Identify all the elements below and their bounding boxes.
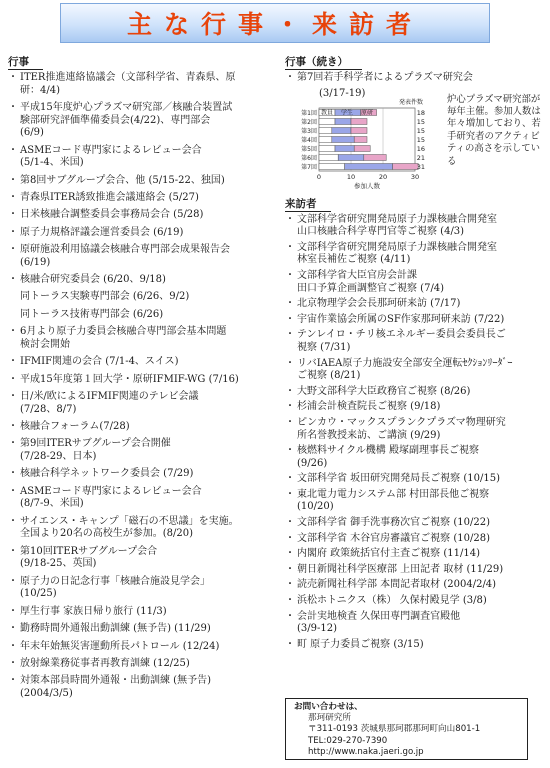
chart-category-label: 第5回 — [301, 145, 317, 153]
chart-total-label: 21 — [416, 153, 425, 162]
visitors-heading: 来訪者 — [285, 198, 331, 212]
list-item: ・ 原研施設利用協議会核融合専門部会成果報告会 (6/19) — [8, 244, 280, 269]
list-item: 同トーラス実験専門部会 (6/26、9/2) — [20, 291, 190, 303]
contact-lead: お問い合わせは、 — [294, 702, 363, 712]
chart-category-label: 第1回 — [301, 109, 317, 117]
chart-bar — [332, 127, 351, 133]
chart-total-label: 15 — [416, 117, 425, 126]
list-item: ・ 文部科学省研究開発局原子力課核融合開発室 山口核融合科学専門官等ご視察 (4/3) — [285, 214, 545, 239]
contact-tel: TEL:029-270-7390 — [308, 735, 388, 746]
contact-address: 〒311-0193 茨城県那珂郡那珂町向山801-1 — [308, 724, 481, 735]
list-item: ・ 第7回若手科学者によるプラズマ研究会 — [285, 72, 545, 85]
chart-note: 炉心プラズマ研究部が毎年主催。参加人数は年々増加しており、若手研究者のアクティビティの高さを示している — [447, 93, 541, 167]
chart-bar — [335, 118, 351, 124]
list-item: ・ 文部科学省 木谷官房審議官ご視察 (10/28) — [285, 533, 545, 546]
list-item: ・ 第9回ITERサブグループ会合開催 (7/28-29、日本) — [8, 438, 280, 463]
list-item: ・ 文部科学省研究開発局原子力課核融合開発室 林室長補佐ご視察 (4/11) — [285, 242, 545, 267]
participants-chart-block — [295, 88, 545, 192]
chart-total-label: 31 — [416, 162, 425, 171]
list-item: ・ 第10回ITERサブグループ会合 (9/18-25、英国) — [8, 546, 280, 571]
chart-total-label: 18 — [416, 108, 425, 117]
chart-x-axis-label: 参加人数 — [354, 181, 380, 190]
list-item: ・ ピンカウ・マックスプランクプラズマ物理研究 所名誉教授来訪、ご講演 (9/29) — [285, 417, 545, 442]
chart-bar — [354, 145, 370, 151]
list-item: ・ 平成15年度炉心プラズマ研究部／核融合装置試 験部研究評価準備委員会(4/22)、専門部会 (6/9) — [8, 102, 280, 140]
list-item: ・ 対策本部員時間外通報・出動訓練 (無予告) (2004/3/5) — [8, 675, 280, 700]
list-item: ・ 文部科学省 坂田研究開発局長ご視察 (10/15) — [285, 473, 545, 486]
chart-bar — [364, 154, 386, 160]
list-item: ・ 第8回サブグループ会合、他 (5/15-22、独国) — [8, 175, 280, 188]
chart-category-label: 第4回 — [301, 136, 317, 144]
list-item: ・ テンレイロ・チリ核エネルギー委員会委員長ご 視察 (7/31) — [285, 329, 545, 354]
chart-bar — [393, 163, 419, 169]
events-column — [8, 56, 280, 705]
list-item: ・ 勤務時間外通報出動訓練 (無予告) (11/29) — [8, 623, 280, 636]
list-item: ・ 読売新聞社科学部 本間記者取材 (2004/2/4) — [285, 579, 545, 592]
list-item: ・ 東北電力電力システム部 村田部長他ご視察 (10/20) — [285, 489, 545, 514]
chart-legend-label: 学生 — [341, 109, 354, 117]
list-item: ・ 文部科学省 御手洗事務次官ご視察 (10/22) — [285, 517, 545, 530]
list-item: ・ ITER推進連絡協議会（文部科学省、青森県、原 研：4/4) — [8, 72, 280, 97]
list-item: ・ 町 原子力委員ご視察 (3/15) — [285, 639, 545, 652]
list-item: ・ 朝日新聞社科学医療部 上田記者 取材 (11/29) — [285, 564, 545, 577]
list-item: ・ リバIAEA原子力施設安全部安全運転ｾｸｼｮﾝﾘｰﾀﾞｰ ご視察 (8/21) — [285, 358, 545, 383]
chart-legend-label: 教員 — [321, 109, 334, 117]
list-item: ・ 会計実地検査 久保田専門調査官殿他 (3/9-12) — [285, 611, 545, 636]
list-item: ・ 原子力規格評議会運営委員会 (6/19) — [8, 227, 280, 240]
list-item: 同トーラス技術専門部会 (6/26) — [20, 308, 164, 320]
list-item: ・ ASMEコード専門家によるレビュー会合 (8/7-9、米国) — [8, 486, 280, 511]
chart-category-label: 第7回 — [301, 163, 317, 171]
list-item: ・ 年末年始無災害運動所長パトロール (12/24) — [8, 641, 280, 654]
list-item: ・ 核融合科学ネットワーク委員会 (7/29) — [8, 468, 280, 481]
list-item: ・ 内閣府 政策統括官付主査ご視察 (11/14) — [285, 548, 545, 561]
list-item: ・ 日米核融合調整委員会事務局会合 (5/28) — [8, 209, 280, 222]
list-item: ・ 大野文部科学大臣政務官ご視察 (8/26) — [285, 386, 545, 399]
list-item: ・ 杉浦会計検査院長ご視察 (9/18) — [285, 401, 545, 414]
list-item: ・ 宇宙作業協会所属のSF作家那珂研来訪 (7/22) — [285, 314, 545, 327]
chart-bar — [345, 163, 393, 169]
events-cont-list — [285, 72, 545, 85]
chart-x-tick-label: 10 — [346, 172, 356, 181]
chart-bar — [354, 136, 367, 142]
page-banner — [60, 3, 490, 43]
chart-x-tick-label: 20 — [378, 172, 388, 181]
list-item: ・ IFMIF関連の会合 (7/1-4、スイス) — [8, 356, 280, 369]
participants-bar-chart — [295, 94, 445, 192]
chart-total-label: 16 — [416, 144, 425, 153]
list-item: ・ 放射線業務従事者再教育訓練 (12/25) — [8, 658, 280, 671]
chart-bar — [332, 136, 354, 142]
events-list — [8, 72, 280, 700]
list-item: ・ ASMEコード専門家によるレビュー会合 (5/1-4、米国) — [8, 145, 280, 170]
list-item: ・ 原子力の日記念行事「核融合施設見学会」 (10/25) — [8, 576, 280, 601]
contact-url[interactable]: http://www.naka.jaeri.go.jp — [308, 746, 424, 757]
list-item: ・ 平成15年度第１回大学・原研IFMIF-WG (7/16) — [8, 374, 280, 387]
chart-bar — [338, 154, 364, 160]
chart-total-label: 15 — [416, 135, 425, 144]
chart-x-tick-label: 0 — [316, 172, 322, 181]
list-item: ・ 北京物理学会会長那珂研来訪 (7/17) — [285, 298, 545, 311]
chart-period: (3/17-19) — [319, 87, 366, 99]
list-item: ・ 文部科学省大臣官房会計課 田口予算企画調整官ご視察 (7/4) — [285, 270, 545, 295]
list-item: ・ サイエンス・キャンプ「磁石の不思議」を実施。 全国より20名の高校生が参加。(8/20) — [8, 516, 280, 541]
page-title: 主な行事・来訪者 — [126, 10, 423, 39]
list-item: ・ 6月より原子力委員会核融合専門部会基本問題 検討会開始 — [8, 326, 280, 351]
list-item: ・ 厚生行事 家族日帰り旅行 (11/3) — [8, 606, 280, 619]
chart-bar — [351, 118, 367, 124]
contact-box — [285, 698, 528, 760]
list-item: ・ 核燃料サイクル機構 殿塚副理事長ご視察 (9/26) — [285, 445, 545, 470]
list-item: ・ 核融合研究委員会 (6/20、9/18) — [8, 274, 280, 287]
chart-category-label: 第2回 — [301, 118, 317, 126]
list-item: ・ 青森県ITER誘致推進会議連絡会 (5/27) — [8, 192, 280, 205]
list-item: ・ 核融合フォーラム(7/28) — [8, 421, 280, 434]
right-column — [285, 56, 545, 654]
chart-category-label: 第3回 — [301, 127, 317, 135]
chart-bar — [319, 163, 345, 169]
chart-total-label: 15 — [416, 126, 425, 135]
chart-x-tick-label: 30 — [410, 172, 420, 181]
chart-bar — [319, 145, 335, 151]
chart-bar — [319, 127, 332, 133]
visitors-list — [285, 214, 545, 652]
chart-bar — [319, 136, 332, 142]
chart-bar — [351, 127, 367, 133]
chart-legend-label: 原研 — [361, 109, 374, 117]
chart-bar — [319, 118, 335, 124]
chart-category-label: 第6回 — [301, 154, 317, 162]
events-cont-heading: 行事（続き） — [285, 56, 362, 70]
chart-bar — [319, 154, 338, 160]
contact-institute: 那珂研究所 — [308, 713, 351, 724]
chart-totals-heading: 発表件数 — [398, 98, 423, 106]
list-item: ・ 浜松ホトニクス（株） 久保村殿見学 (3/8) — [285, 595, 545, 608]
events-heading: 行事 — [8, 56, 43, 70]
chart-bar — [335, 145, 354, 151]
list-item: ・ 日/米/欧によるIFMIF関連のテレビ会議 (7/28、8/7) — [8, 391, 280, 416]
